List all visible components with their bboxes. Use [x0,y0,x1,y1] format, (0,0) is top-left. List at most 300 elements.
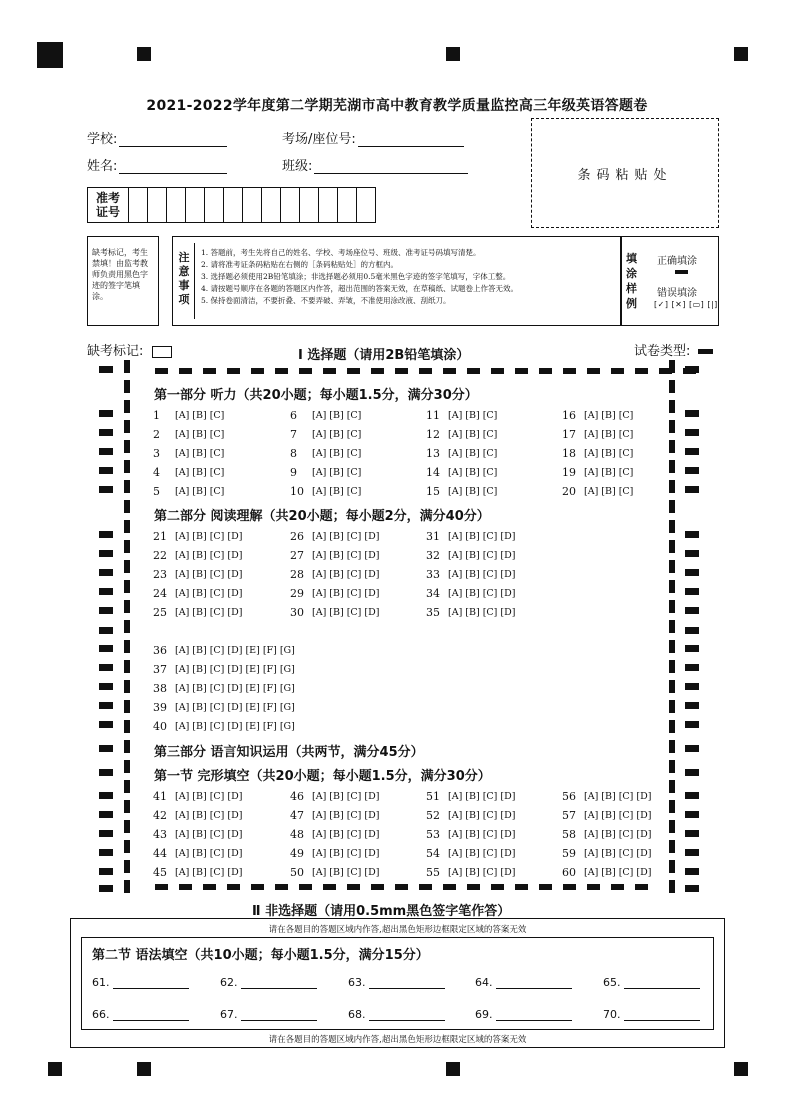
frame-dash [669,780,675,793]
absent-mark-label: 缺考标记: [87,344,144,359]
answer-options-39[interactable]: [A] [B] [C] [D] [E] [F] [G] [175,702,295,713]
frame-dash [669,760,675,773]
answer-options-40[interactable]: [A] [B] [C] [D] [E] [F] [G] [175,721,295,732]
question-number: 37 [153,663,167,676]
frame-dash [124,840,130,853]
timing-mark [137,47,151,61]
answer-options-43[interactable]: [A] [B] [C] [D] [175,829,243,840]
answer-options-5[interactable]: [A] [B] [C] [175,486,225,497]
section-grammar: 第二节 语法填空（共10小题；每小题1.5分，满分15分） [92,948,429,963]
timing-mark [446,1062,460,1076]
answer-options-51[interactable]: [A] [B] [C] [D] [448,791,516,802]
room-seat-label: 考场/座位号: [282,132,356,147]
frame-dash [685,885,699,892]
frame-dash [685,664,699,671]
question-number: 6 [290,409,297,422]
answer-options-13[interactable]: [A] [B] [C] [448,448,498,459]
frame-dash [611,368,624,374]
timing-mark [48,1062,62,1076]
frame-dash [99,550,113,557]
frame-dash [99,885,113,892]
frame-dash [491,368,504,374]
answer-blank-64[interactable]: 64. [475,976,572,989]
answer-options-10[interactable]: [A] [B] [C] [312,486,362,497]
frame-dash [669,360,675,373]
grammar-box [81,937,714,1030]
frame-dash [124,440,130,453]
frame-dash [99,569,113,576]
part2-title: Ⅱ 非选择题（请用0.5mm黑色签字笔作答） [252,904,511,919]
answer-options-30[interactable]: [A] [B] [C] [D] [312,607,380,618]
answer-blank-62[interactable]: 62. [220,976,317,989]
frame-dash [251,884,264,890]
frame-dash [669,460,675,473]
frame-dash [669,540,675,553]
frame-dash [124,660,130,673]
paper-type-label: 试卷类型: [634,344,691,359]
frame-dash [323,368,336,374]
page-title: 2021-2022学年度第二学期芜湖市高中教育教学质量监控高三年级英语答题卷 [146,98,648,114]
frame-dash [347,884,360,890]
question-number: 13 [426,447,440,460]
question-number: 54 [426,847,440,860]
answer-options-31[interactable]: [A] [B] [C] [D] [448,531,516,542]
frame-dash [685,550,699,557]
frame-dash [685,792,699,799]
frame-dash [685,607,699,614]
exam-id-grid[interactable] [87,187,376,223]
question-number: 5 [153,485,160,498]
answer-blank-68[interactable]: 68. [348,1008,445,1021]
question-number: 31 [426,530,440,543]
frame-dash [685,486,699,493]
question-number: 53 [426,828,440,841]
frame-dash [124,780,130,793]
question-number: 42 [153,809,167,822]
part1-title: Ⅰ 选择题（请用2B铅笔填涂） [298,348,470,363]
question-number: 46 [290,790,304,803]
answer-options-52[interactable]: [A] [B] [C] [D] [448,810,516,821]
answer-options-58[interactable]: [A] [B] [C] [D] [584,829,652,840]
frame-dash [99,830,113,837]
answer-options-2[interactable]: [A] [B] [C] [175,429,225,440]
frame-dash [669,740,675,753]
frame-dash [467,884,480,890]
question-number: 34 [426,587,440,600]
answer-options-41[interactable]: [A] [B] [C] [D] [175,791,243,802]
question-number: 43 [153,828,167,841]
frame-dash [669,720,675,733]
fill-example-box: 填 涂 样 例 正确填涂 错误填涂 [✓] [✕] [▭] [|] [621,236,719,326]
exam-id-label: 准考 证号 [88,188,129,222]
answer-options-50[interactable]: [A] [B] [C] [D] [312,867,380,878]
frame-dash [99,410,113,417]
frame-dash [99,849,113,856]
frame-dash [124,680,130,693]
frame-dash [124,380,130,393]
frame-dash [685,569,699,576]
frame-dash [563,368,576,374]
question-number: 27 [290,549,304,562]
question-number: 55 [426,866,440,879]
question-number: 56 [562,790,576,803]
frame-dash [669,520,675,533]
answer-options-20[interactable]: [A] [B] [C] [584,486,634,497]
question-number: 14 [426,466,440,479]
frame-dash [99,868,113,875]
section-cloze: 第一节 完形填空（共20小题；每小题1.5分，满分30分） [154,769,491,784]
frame-dash [124,880,130,893]
question-number: 32 [426,549,440,562]
answer-options-55[interactable]: [A] [B] [C] [D] [448,867,516,878]
frame-dash [491,884,504,890]
answer-options-6[interactable]: [A] [B] [C] [312,410,362,421]
barcode-area: 条码粘贴处 [531,118,719,228]
question-number: 19 [562,466,576,479]
frame-dash [124,400,130,413]
question-number: 57 [562,809,576,822]
question-number: 28 [290,568,304,581]
question-number: 17 [562,428,576,441]
answer-blank-69[interactable]: 69. [475,1008,572,1021]
answer-options-28[interactable]: [A] [B] [C] [D] [312,569,380,580]
frame-dash [99,664,113,671]
question-number: 7 [290,428,297,441]
answer-options-22[interactable]: [A] [B] [C] [D] [175,550,243,561]
question-number: 45 [153,866,167,879]
notes-header: 注 意 事 项 [178,251,190,306]
question-number: 8 [290,447,297,460]
frame-dash [685,868,699,875]
frame-dash [99,588,113,595]
question-number: 40 [153,720,167,733]
frame-dash [299,884,312,890]
class-field[interactable] [282,155,468,174]
frame-dash [124,480,130,493]
answer-blank-63[interactable]: 63. [348,976,445,989]
paper-type-field[interactable] [634,340,713,359]
section-language: 第三部分 语言知识运用（共两节，满分45分） [154,745,424,760]
correct-fill-mark [675,270,688,274]
answer-options-56[interactable]: [A] [B] [C] [D] [584,791,652,802]
answer-options-47[interactable]: [A] [B] [C] [D] [312,810,380,821]
frame-dash [99,607,113,614]
frame-dash [669,560,675,573]
frame-dash [685,467,699,474]
answer-options-29[interactable]: [A] [B] [C] [D] [312,588,380,599]
frame-dash [669,860,675,873]
frame-dash [685,588,699,595]
frame-dash [669,440,675,453]
question-number: 59 [562,847,576,860]
frame-dash [669,680,675,693]
answer-options-7[interactable]: [A] [B] [C] [312,429,362,440]
frame-dash [99,721,113,728]
frame-dash [124,540,130,553]
answer-options-24[interactable]: [A] [B] [C] [D] [175,588,243,599]
answer-options-34[interactable]: [A] [B] [C] [D] [448,588,516,599]
frame-dash [323,884,336,890]
frame-dash [685,429,699,436]
question-number: 21 [153,530,167,543]
answer-options-35[interactable]: [A] [B] [C] [D] [448,607,516,618]
absent-checkbox[interactable] [152,346,172,358]
question-number: 22 [153,549,167,562]
frame-dash [669,400,675,413]
answer-options-19[interactable]: [A] [B] [C] [584,467,634,478]
frame-dash [419,884,432,890]
question-number: 51 [426,790,440,803]
timing-mark [446,47,460,61]
answer-options-32[interactable]: [A] [B] [C] [D] [448,550,516,561]
question-number: 41 [153,790,167,803]
frame-dash [669,480,675,493]
frame-dash [685,769,699,776]
answer-options-4[interactable]: [A] [B] [C] [175,467,225,478]
frame-dash [347,368,360,374]
question-number: 60 [562,866,576,879]
answer-options-60[interactable]: [A] [B] [C] [D] [584,867,652,878]
answer-options-37[interactable]: [A] [B] [C] [D] [E] [F] [G] [175,664,295,675]
answer-options-18[interactable]: [A] [B] [C] [584,448,634,459]
answer-blank-61[interactable]: 61. [92,976,189,989]
frame-dash [515,884,528,890]
answer-options-57[interactable]: [A] [B] [C] [D] [584,810,652,821]
answer-options-16[interactable]: [A] [B] [C] [584,410,634,421]
answer-options-54[interactable]: [A] [B] [C] [D] [448,848,516,859]
question-number: 39 [153,701,167,714]
frame-dash [99,792,113,799]
frame-dash [227,884,240,890]
room-seat-field[interactable] [282,128,464,147]
frame-dash [203,368,216,374]
frame-dash [563,884,576,890]
frame-dash [99,702,113,709]
answer-options-42[interactable]: [A] [B] [C] [D] [175,810,243,821]
frame-dash [99,811,113,818]
answer-options-26[interactable]: [A] [B] [C] [D] [312,531,380,542]
question-number: 23 [153,568,167,581]
frame-dash [467,368,480,374]
frame-dash [443,368,456,374]
frame-dash [685,531,699,538]
frame-dash [124,460,130,473]
question-number: 16 [562,409,576,422]
question-number: 10 [290,485,304,498]
boundary-note-top: 请在各题目的答题区域内作答,超出黑色矩形边框限定区域的答案无效 [268,925,527,935]
name-label: 姓名: [87,159,118,174]
wrong-fill-label: 错误填涂 [657,288,697,299]
frame-dash [669,800,675,813]
question-number: 30 [290,606,304,619]
frame-dash [685,683,699,690]
frame-dash [635,884,648,890]
frame-dash [685,410,699,417]
question-number: 11 [426,409,440,422]
frame-dash [99,531,113,538]
frame-dash [99,769,113,776]
question-number: 52 [426,809,440,822]
frame-dash [179,884,192,890]
question-number: 47 [290,809,304,822]
question-number: 49 [290,847,304,860]
frame-dash [124,600,130,613]
frame-dash [99,467,113,474]
answer-options-11[interactable]: [A] [B] [C] [448,410,498,421]
frame-dash [155,884,168,890]
answer-options-12[interactable]: [A] [B] [C] [448,429,498,440]
frame-dash [443,884,456,890]
frame-dash [124,560,130,573]
question-number: 12 [426,428,440,441]
answer-options-33[interactable]: [A] [B] [C] [D] [448,569,516,580]
frame-dash [395,368,408,374]
frame-dash [124,360,130,373]
frame-dash [124,860,130,873]
frame-dash [124,740,130,753]
frame-dash [99,627,113,634]
frame-dash [685,811,699,818]
answer-options-36[interactable]: [A] [B] [C] [D] [E] [F] [G] [175,645,295,656]
answer-options-1[interactable]: [A] [B] [C] [175,410,225,421]
frame-dash [669,660,675,673]
frame-dash [275,884,288,890]
frame-dash [371,884,384,890]
answer-options-53[interactable]: [A] [B] [C] [D] [448,829,516,840]
answer-blank-67[interactable]: 67. [220,1008,317,1021]
frame-dash [669,380,675,393]
frame-dash [124,800,130,813]
notes-box [172,236,621,326]
question-number: 25 [153,606,167,619]
question-number: 9 [290,466,297,479]
answer-options-21[interactable]: [A] [B] [C] [D] [175,531,243,542]
question-number: 29 [290,587,304,600]
frame-dash [371,368,384,374]
frame-dash [685,702,699,709]
answer-options-48[interactable]: [A] [B] [C] [D] [312,829,380,840]
question-number: 38 [153,682,167,695]
answer-options-45[interactable]: [A] [B] [C] [D] [175,867,243,878]
frame-dash [124,820,130,833]
answer-options-44[interactable]: [A] [B] [C] [D] [175,848,243,859]
answer-options-38[interactable]: [A] [B] [C] [D] [E] [F] [G] [175,683,295,694]
frame-dash [124,760,130,773]
registration-mark [37,42,63,68]
frame-dash [685,627,699,634]
answer-options-49[interactable]: [A] [B] [C] [D] [312,848,380,859]
answer-options-14[interactable]: [A] [B] [C] [448,467,498,478]
question-number: 15 [426,485,440,498]
frame-dash [99,366,113,373]
wrong-fill-marks: [✓] [✕] [▭] [|] [654,300,718,309]
answer-options-3[interactable]: [A] [B] [C] [175,448,225,459]
frame-dash [685,849,699,856]
question-number: 4 [153,466,160,479]
school-field[interactable] [87,128,227,147]
section-reading: 第二部分 阅读理解（共20小题；每小题2分，满分40分） [154,509,490,524]
timing-mark [137,1062,151,1076]
answer-blank-65[interactable]: 65. [603,976,700,989]
frame-dash [587,884,600,890]
question-number: 58 [562,828,576,841]
frame-dash [685,366,699,373]
absent-note: 缺考标记，考生禁填！由监考教师负责用黑色字迹的签字笔填涂。 [87,236,159,326]
frame-dash [124,620,130,633]
frame-dash [669,580,675,593]
frame-dash [124,500,130,513]
frame-dash [669,420,675,433]
frame-dash [124,640,130,653]
question-number: 33 [426,568,440,581]
frame-dash [275,368,288,374]
question-number: 18 [562,447,576,460]
answer-options-8[interactable]: [A] [B] [C] [312,448,362,459]
frame-dash [669,500,675,513]
frame-dash [669,880,675,893]
frame-dash [124,700,130,713]
frame-dash [99,429,113,436]
name-field[interactable] [87,155,227,174]
frame-dash [669,700,675,713]
answer-options-25[interactable]: [A] [B] [C] [D] [175,607,243,618]
frame-dash [179,368,192,374]
frame-dash [251,368,264,374]
frame-dash [155,368,168,374]
frame-dash [669,840,675,853]
frame-dash [611,884,624,890]
answer-options-15[interactable]: [A] [B] [C] [448,486,498,497]
nonchoice-area [70,918,725,1048]
question-number: 48 [290,828,304,841]
answer-options-59[interactable]: [A] [B] [C] [D] [584,848,652,859]
frame-dash [99,448,113,455]
question-number: 1 [153,409,160,422]
timing-mark [734,47,748,61]
frame-dash [669,820,675,833]
frame-dash [99,486,113,493]
frame-dash [203,884,216,890]
answer-options-23[interactable]: [A] [B] [C] [D] [175,569,243,580]
frame-dash [515,368,528,374]
frame-dash [685,721,699,728]
answer-options-17[interactable]: [A] [B] [C] [584,429,634,440]
answer-blank-66[interactable]: 66. [92,1008,189,1021]
answer-options-27[interactable]: [A] [B] [C] [D] [312,550,380,561]
frame-dash [539,884,552,890]
frame-dash [669,640,675,653]
timing-mark [734,1062,748,1076]
frame-dash [685,745,699,752]
answer-options-46[interactable]: [A] [B] [C] [D] [312,791,380,802]
question-number: 3 [153,447,160,460]
answer-options-9[interactable]: [A] [B] [C] [312,467,362,478]
notes-list: 1. 答题前，考生先将自己的姓名、学校、考场座位号、班级、准考证号码填写清楚。 2. 请将准考证条码粘贴在右侧的［条码粘贴处］的方框内。 3. 选择题必须使用2B铅笔填涂；非选择题必须用0.5毫米黑色字迹的签字笔填写，字体工整。 4. 请按题号顺序在各题的答题区内作答，超出范围的答案无效，在草稿纸、试题卷上作答无效。 5. 保持卷面清洁，不要折叠、不要弄破、弄皱，不准使用涂改液、刮纸刀。 [201,248,519,305]
frame-dash [99,645,113,652]
question-number: 35 [426,606,440,619]
frame-dash [395,884,408,890]
question-number: 50 [290,866,304,879]
frame-dash [685,830,699,837]
absent-mark-field[interactable] [87,340,172,359]
question-number: 36 [153,644,167,657]
frame-dash [124,520,130,533]
frame-dash [124,720,130,733]
question-number: 44 [153,847,167,860]
frame-dash [635,368,648,374]
answer-blank-70[interactable]: 70. [603,1008,700,1021]
paper-type-mark[interactable] [698,349,713,354]
